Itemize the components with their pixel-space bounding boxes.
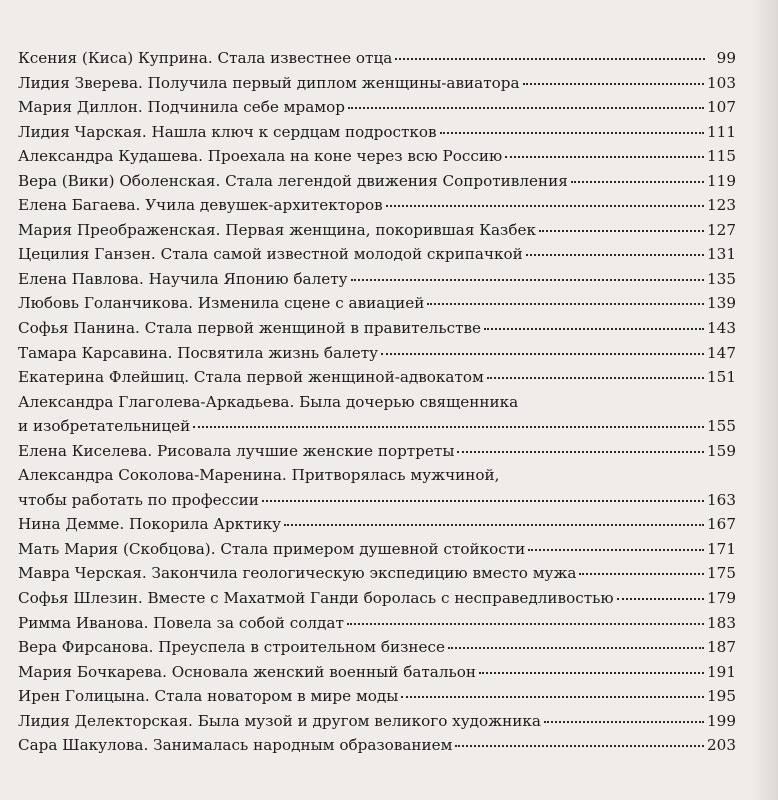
dot-leader bbox=[455, 744, 704, 747]
toc-entry-page-number: 175 bbox=[707, 564, 736, 583]
toc-entry-title: Лидия Чарская. Нашла ключ к сердцам подростков bbox=[18, 122, 437, 141]
toc-entry-page-number: 195 bbox=[707, 687, 736, 706]
toc-entry bbox=[18, 291, 736, 316]
toc-entry-page-number: 183 bbox=[707, 613, 736, 632]
toc-entry-page-number: 179 bbox=[707, 589, 736, 608]
toc-entry-title: Любовь Голанчикова. Изменила сцене с авиацией bbox=[18, 294, 425, 313]
dot-leader bbox=[505, 155, 704, 158]
toc-entry-page-number: 187 bbox=[707, 638, 736, 657]
toc-entry-page-number: 199 bbox=[707, 711, 736, 730]
toc-entry bbox=[18, 709, 736, 734]
toc-entry-page-number: 111 bbox=[707, 122, 736, 141]
dot-leader bbox=[193, 425, 704, 428]
dot-leader bbox=[617, 597, 704, 600]
toc-entry-title: Ирен Голицына. Стала новатором в мире моды bbox=[18, 687, 399, 706]
toc-entry bbox=[18, 144, 736, 169]
toc-entry bbox=[18, 316, 736, 341]
dot-leader bbox=[526, 253, 704, 256]
toc-entry-page-number: 191 bbox=[707, 662, 736, 681]
toc-entry-page-number: 143 bbox=[707, 319, 736, 338]
dot-leader bbox=[440, 131, 704, 134]
dot-leader bbox=[381, 352, 704, 355]
dot-leader bbox=[284, 523, 704, 526]
dot-leader bbox=[571, 180, 704, 183]
toc-entry bbox=[18, 95, 736, 120]
toc-entry-title: Мавра Черская. Закончила геологическую экспедицию вместо мужа bbox=[18, 564, 577, 583]
toc-entry bbox=[18, 120, 736, 145]
toc-entry bbox=[18, 561, 736, 586]
toc-entry bbox=[18, 684, 736, 709]
dot-leader bbox=[347, 622, 704, 625]
toc-entry-title: чтобы работать по профессии bbox=[18, 490, 259, 509]
dot-leader bbox=[479, 671, 704, 674]
toc-entry-page-number: 99 bbox=[716, 49, 736, 67]
toc-entry-title: Александра Кудашева. Проехала на коне через всю Россию bbox=[18, 147, 503, 166]
toc-entry-title: Цецилия Ганзен. Стала самой известной молодой скрипачкой bbox=[18, 245, 523, 264]
dot-leader bbox=[528, 548, 704, 551]
table-of-contents bbox=[18, 46, 736, 758]
toc-entry-page-number: 151 bbox=[707, 368, 736, 387]
dot-leader bbox=[448, 646, 704, 649]
dot-leader bbox=[457, 450, 704, 453]
toc-entry bbox=[18, 169, 736, 194]
toc-entry-title: Лидия Делекторская. Была музой и другом великого художника bbox=[18, 711, 541, 730]
toc-entry bbox=[18, 390, 736, 439]
toc-entry-page-number: 135 bbox=[707, 269, 736, 288]
toc-entry-title: Вера Фирсанова. Преуспела в строительном бизнесе bbox=[18, 638, 445, 657]
toc-entry bbox=[18, 512, 736, 537]
toc-entry bbox=[18, 611, 736, 636]
dot-leader bbox=[484, 327, 704, 330]
toc-entry-title: Римма Иванова. Повела за собой солдат bbox=[18, 613, 344, 632]
toc-entry-page-number: 127 bbox=[707, 220, 736, 239]
dot-leader bbox=[348, 106, 704, 109]
toc-entry-page-number: 103 bbox=[707, 73, 736, 92]
dot-leader bbox=[539, 229, 704, 232]
toc-entry-title: Мария Диллон. Подчинила себе мрамор bbox=[18, 98, 345, 117]
toc-entry-title: и изобретательницей bbox=[18, 417, 191, 436]
toc-entry bbox=[18, 46, 736, 71]
page-edge-shadow bbox=[752, 0, 778, 800]
toc-entry-page-number: 159 bbox=[707, 441, 736, 460]
toc-entry-title: Лидия Зверева. Получила первый диплом женщины-авиатора bbox=[18, 73, 520, 92]
toc-entry-page-number: 119 bbox=[707, 171, 736, 190]
toc-entry-title: Мария Преображенская. Первая женщина, покорившая Казбек bbox=[18, 220, 536, 239]
toc-entry-title: Нина Демме. Покорила Арктику bbox=[18, 515, 282, 534]
toc-entry-title: Мать Мария (Скобцова). Стала примером душевной стойкости bbox=[18, 539, 526, 558]
toc-entry-title: Екатерина Флейшиц. Стала первой женщиной-адвокатом bbox=[18, 368, 484, 387]
toc-entry-title: Софья Панина. Стала первой женщиной в правительстве bbox=[18, 319, 482, 338]
toc-entry-page-number: 167 bbox=[707, 515, 736, 534]
toc-entry bbox=[18, 71, 736, 96]
dot-leader bbox=[351, 278, 704, 281]
dot-leader bbox=[401, 695, 704, 698]
toc-entry bbox=[18, 537, 736, 562]
toc-entry-page-number: 115 bbox=[707, 147, 736, 166]
toc-entry-title: Софья Шлезин. Вместе с Махатмой Ганди боролась с несправедливостью bbox=[18, 589, 614, 608]
toc-entry bbox=[18, 733, 736, 758]
toc-entry-title: Елена Павлова. Научила Японию балету bbox=[18, 269, 348, 288]
toc-entry bbox=[18, 267, 736, 292]
toc-entry bbox=[18, 586, 736, 611]
dot-leader bbox=[544, 720, 704, 723]
toc-entry-page-number: 147 bbox=[707, 343, 736, 362]
dot-leader bbox=[395, 57, 705, 60]
toc-entry bbox=[18, 365, 736, 390]
toc-entry-title: Мария Бочкарева. Основала женский военный батальон bbox=[18, 662, 477, 681]
dot-leader bbox=[262, 499, 704, 502]
toc-entry-title: Елена Багаева. Учила девушек-архитекторов bbox=[18, 196, 383, 215]
toc-entry bbox=[18, 218, 736, 243]
toc-entry bbox=[18, 439, 736, 464]
toc-entry-page-number: 139 bbox=[707, 294, 736, 313]
dot-leader bbox=[386, 204, 704, 207]
toc-entry-page-number: 203 bbox=[707, 736, 736, 755]
dot-leader bbox=[579, 572, 704, 575]
toc-entry-title: Елена Киселева. Рисовала лучшие женские портреты bbox=[18, 441, 455, 460]
toc-entry-title-first-line: Александра Соколова-Маренина. Притворялась мужчиной, bbox=[18, 466, 500, 485]
toc-entry-page-number: 155 bbox=[707, 417, 736, 436]
toc-entry-page-number: 163 bbox=[707, 490, 736, 509]
toc-entry-page-number: 107 bbox=[707, 98, 736, 117]
dot-leader bbox=[523, 82, 704, 85]
toc-entry bbox=[18, 341, 736, 366]
toc-entry bbox=[18, 635, 736, 660]
toc-entry-page-number: 131 bbox=[707, 245, 736, 264]
toc-entry-title-first-line: Александра Глаголева-Аркадьева. Была дочерью священника bbox=[18, 392, 519, 411]
dot-leader bbox=[487, 376, 704, 379]
toc-entry-title: Тамара Карсавина. Посвятила жизнь балету bbox=[18, 343, 379, 362]
toc-entry bbox=[18, 660, 736, 685]
toc-entry-page-number: 171 bbox=[707, 539, 736, 558]
toc-entry-title: Ксения (Киса) Куприна. Стала известнее отца bbox=[18, 49, 393, 67]
dot-leader bbox=[427, 302, 704, 305]
toc-entry bbox=[18, 193, 736, 218]
toc-entry-page-number: 123 bbox=[707, 196, 736, 215]
toc-entry-title: Вера (Вики) Оболенская. Стала легендой движения Сопротивления bbox=[18, 171, 568, 190]
toc-entry bbox=[18, 463, 736, 512]
toc-entry-title: Сара Шакулова. Занималась народным образованием bbox=[18, 736, 453, 755]
toc-entry bbox=[18, 242, 736, 267]
